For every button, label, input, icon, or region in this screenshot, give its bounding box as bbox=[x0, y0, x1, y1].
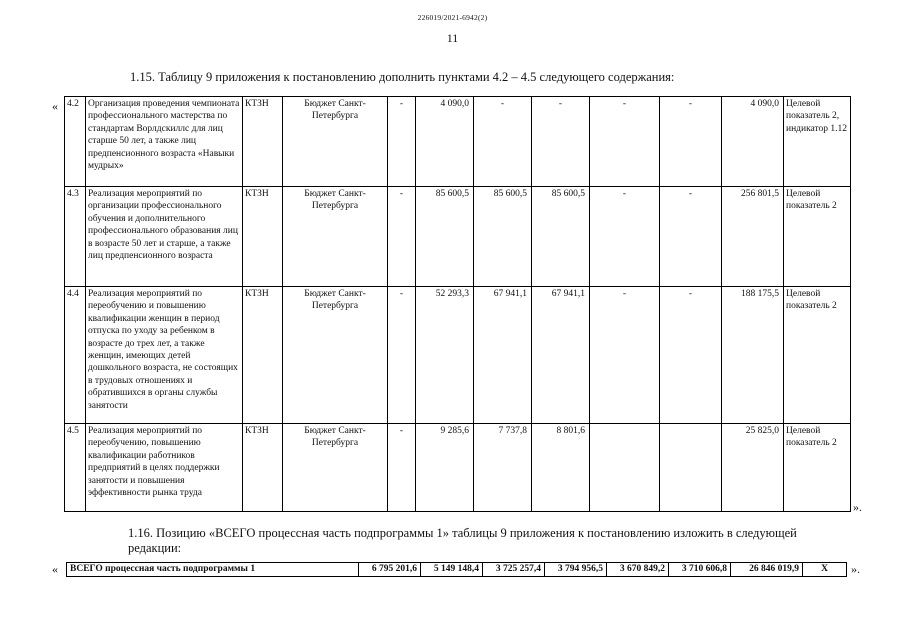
cell-value: - bbox=[532, 97, 590, 187]
cell-value: 9 285,6 bbox=[416, 424, 474, 512]
indicator: Целевой показатель 2 bbox=[784, 287, 851, 424]
table-row bbox=[65, 287, 851, 424]
activity-name: Реализация мероприятий по переобучению и повышению квалификации женщин в период отпуска по уходу за ребенком в возрасте до трех лет, а также женщин, имеющих детей дошкольного возраста, не состоящих в трудовых отношениях и обратившихся в органы службы занятости bbox=[86, 287, 243, 424]
total-value: 26 846 019,9 bbox=[731, 563, 803, 577]
cell-value bbox=[660, 424, 722, 512]
cell-value: - bbox=[660, 287, 722, 424]
funding-source: Бюджет Санкт-Петербурга bbox=[283, 97, 388, 187]
total-row-table bbox=[66, 562, 847, 577]
funding-source: Бюджет Санкт-Петербурга bbox=[283, 187, 388, 287]
row-number: 4.3 bbox=[65, 187, 86, 287]
table-9-rows bbox=[64, 96, 851, 512]
total-value: 3 710 606,8 bbox=[669, 563, 731, 577]
activity-name: Реализация мероприятий по переобучению, повышению квалификации работников предприятий в целях поддержки занятости и повышения эффективности рынка труда bbox=[86, 424, 243, 512]
activity-name: Организация проведения чемпионата профессионального мастерства по стандартам Ворлдскиллс для лиц старше 50 лет, а также лиц предпенсионного возраста «Навыки мудрых» bbox=[86, 97, 243, 187]
total-value: 5 149 148,4 bbox=[421, 563, 483, 577]
row-total: 25 825,0 bbox=[722, 424, 784, 512]
cell-value: 4 090,0 bbox=[416, 97, 474, 187]
funding-source: Бюджет Санкт-Петербурга bbox=[283, 287, 388, 424]
cell-value: 85 600,5 bbox=[416, 187, 474, 287]
total-close-quote: ». bbox=[851, 562, 860, 576]
cell-value: - bbox=[660, 187, 722, 287]
cell-value: 85 600,5 bbox=[532, 187, 590, 287]
table-row bbox=[65, 424, 851, 512]
row-number: 4.4 bbox=[65, 287, 86, 424]
cell-value: - bbox=[388, 287, 416, 424]
table-open-quote: « bbox=[52, 99, 58, 113]
table-row bbox=[65, 97, 851, 187]
executor: КТЗН bbox=[243, 424, 283, 512]
indicator: Целевой показатель 2 bbox=[784, 187, 851, 287]
paragraph-1-16: 1.16. Позицию «ВСЕГО процессная часть подпрограммы 1» таблицы 9 приложения к постановлению изложить в следующей редакции: bbox=[128, 526, 797, 555]
total-value: 3 725 257,4 bbox=[483, 563, 545, 577]
cell-value: - bbox=[388, 424, 416, 512]
cell-value: 67 941,1 bbox=[474, 287, 532, 424]
row-number: 4.5 bbox=[65, 424, 86, 512]
paragraph-1-15: 1.15. Таблицу 9 приложения к постановлению дополнить пунктами 4.2 – 4.5 следующего содержания: bbox=[130, 70, 675, 84]
total-value: 6 795 201,6 bbox=[359, 563, 421, 577]
page-number: 11 bbox=[446, 31, 459, 45]
document-number: 226019/2021-6942(2) bbox=[417, 13, 488, 22]
executor: КТЗН bbox=[243, 187, 283, 287]
row-number: 4.2 bbox=[65, 97, 86, 187]
row-total: 188 175,5 bbox=[722, 287, 784, 424]
total-indicator: Х bbox=[803, 563, 847, 577]
cell-value: 85 600,5 bbox=[474, 187, 532, 287]
executor: КТЗН bbox=[243, 287, 283, 424]
cell-value: - bbox=[660, 97, 722, 187]
total-open-quote: « bbox=[52, 562, 58, 576]
cell-value: - bbox=[590, 97, 660, 187]
cell-value bbox=[590, 424, 660, 512]
cell-value: - bbox=[590, 187, 660, 287]
cell-value: 67 941,1 bbox=[532, 287, 590, 424]
row-total: 4 090,0 bbox=[722, 97, 784, 187]
total-value: 3 670 849,2 bbox=[607, 563, 669, 577]
funding-source: Бюджет Санкт-Петербурга bbox=[283, 424, 388, 512]
indicator: Целевой показатель 2, индикатор 1.12 bbox=[784, 97, 851, 187]
total-row bbox=[67, 563, 847, 577]
total-label: ВСЕГО процессная часть подпрограммы 1 bbox=[67, 563, 359, 577]
cell-value: 52 293,3 bbox=[416, 287, 474, 424]
cell-value: - bbox=[474, 97, 532, 187]
cell-value: 8 801,6 bbox=[532, 424, 590, 512]
table-row bbox=[65, 187, 851, 287]
cell-value: 7 737,8 bbox=[474, 424, 532, 512]
cell-value: - bbox=[590, 287, 660, 424]
executor: КТЗН bbox=[243, 97, 283, 187]
indicator: Целевой показатель 2 bbox=[784, 424, 851, 512]
row-total: 256 801,5 bbox=[722, 187, 784, 287]
cell-value: - bbox=[388, 187, 416, 287]
activity-name: Реализация мероприятий по организации профессионального обучения и дополнительного профессионального образования лиц в возрасте 50 лет и старше, а также лиц предпенсионного возраста bbox=[86, 187, 243, 287]
table-close-quote: ». bbox=[853, 500, 862, 514]
total-value: 3 794 956,5 bbox=[545, 563, 607, 577]
cell-value: - bbox=[388, 97, 416, 187]
